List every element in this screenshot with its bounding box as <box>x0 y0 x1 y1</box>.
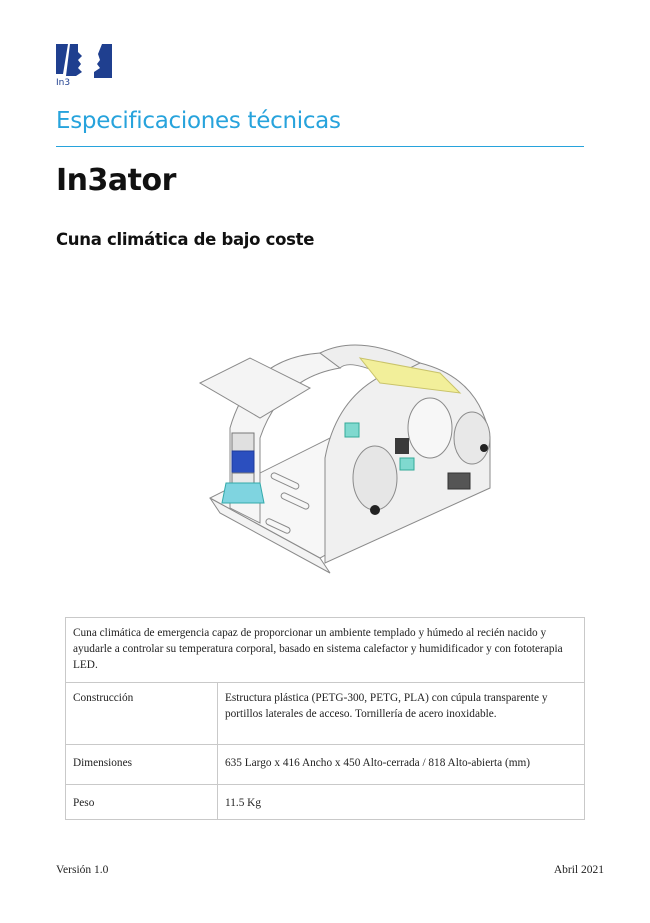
table-row <box>66 785 585 820</box>
spec-label-construccion: Construcción <box>66 683 218 745</box>
product-description: Cuna climática de emergencia capaz de proporcionar un ambiente templado y húmedo al recién nacido y ayudarle a controlar su temperatura corporal, basado en sistema calefactor y humidificador y con fototerapia LED. <box>66 618 585 683</box>
title-divider <box>56 146 584 147</box>
specifications-table <box>65 617 585 820</box>
logo-text: In3 <box>56 78 71 88</box>
footer-version: Versión 1.0 <box>56 864 109 876</box>
spec-label-peso: Peso <box>66 785 218 820</box>
spec-label-dimensiones: Dimensiones <box>66 745 218 785</box>
incubator-render-image <box>190 318 500 580</box>
document-title: In3ator <box>56 163 176 198</box>
table-row <box>66 745 585 785</box>
spec-value-construccion: Estructura plástica (PETG-300, PETG, PLA) con cúpula transparente y portillos laterales de acceso. Tornillería de acero inoxidable. <box>218 683 585 745</box>
table-row-description <box>66 618 585 683</box>
table-row <box>66 683 585 745</box>
document-subtitle: Cuna climática de bajo coste <box>56 230 315 249</box>
footer-date: Abril 2021 <box>553 864 604 876</box>
spec-value-peso: 11.5 Kg <box>218 785 585 820</box>
spec-value-dimensiones: 635 Largo x 416 Ancho x 450 Alto-cerrada / 818 Alto-abierta (mm) <box>218 745 585 785</box>
section-title: Especificaciones técnicas <box>56 108 341 134</box>
